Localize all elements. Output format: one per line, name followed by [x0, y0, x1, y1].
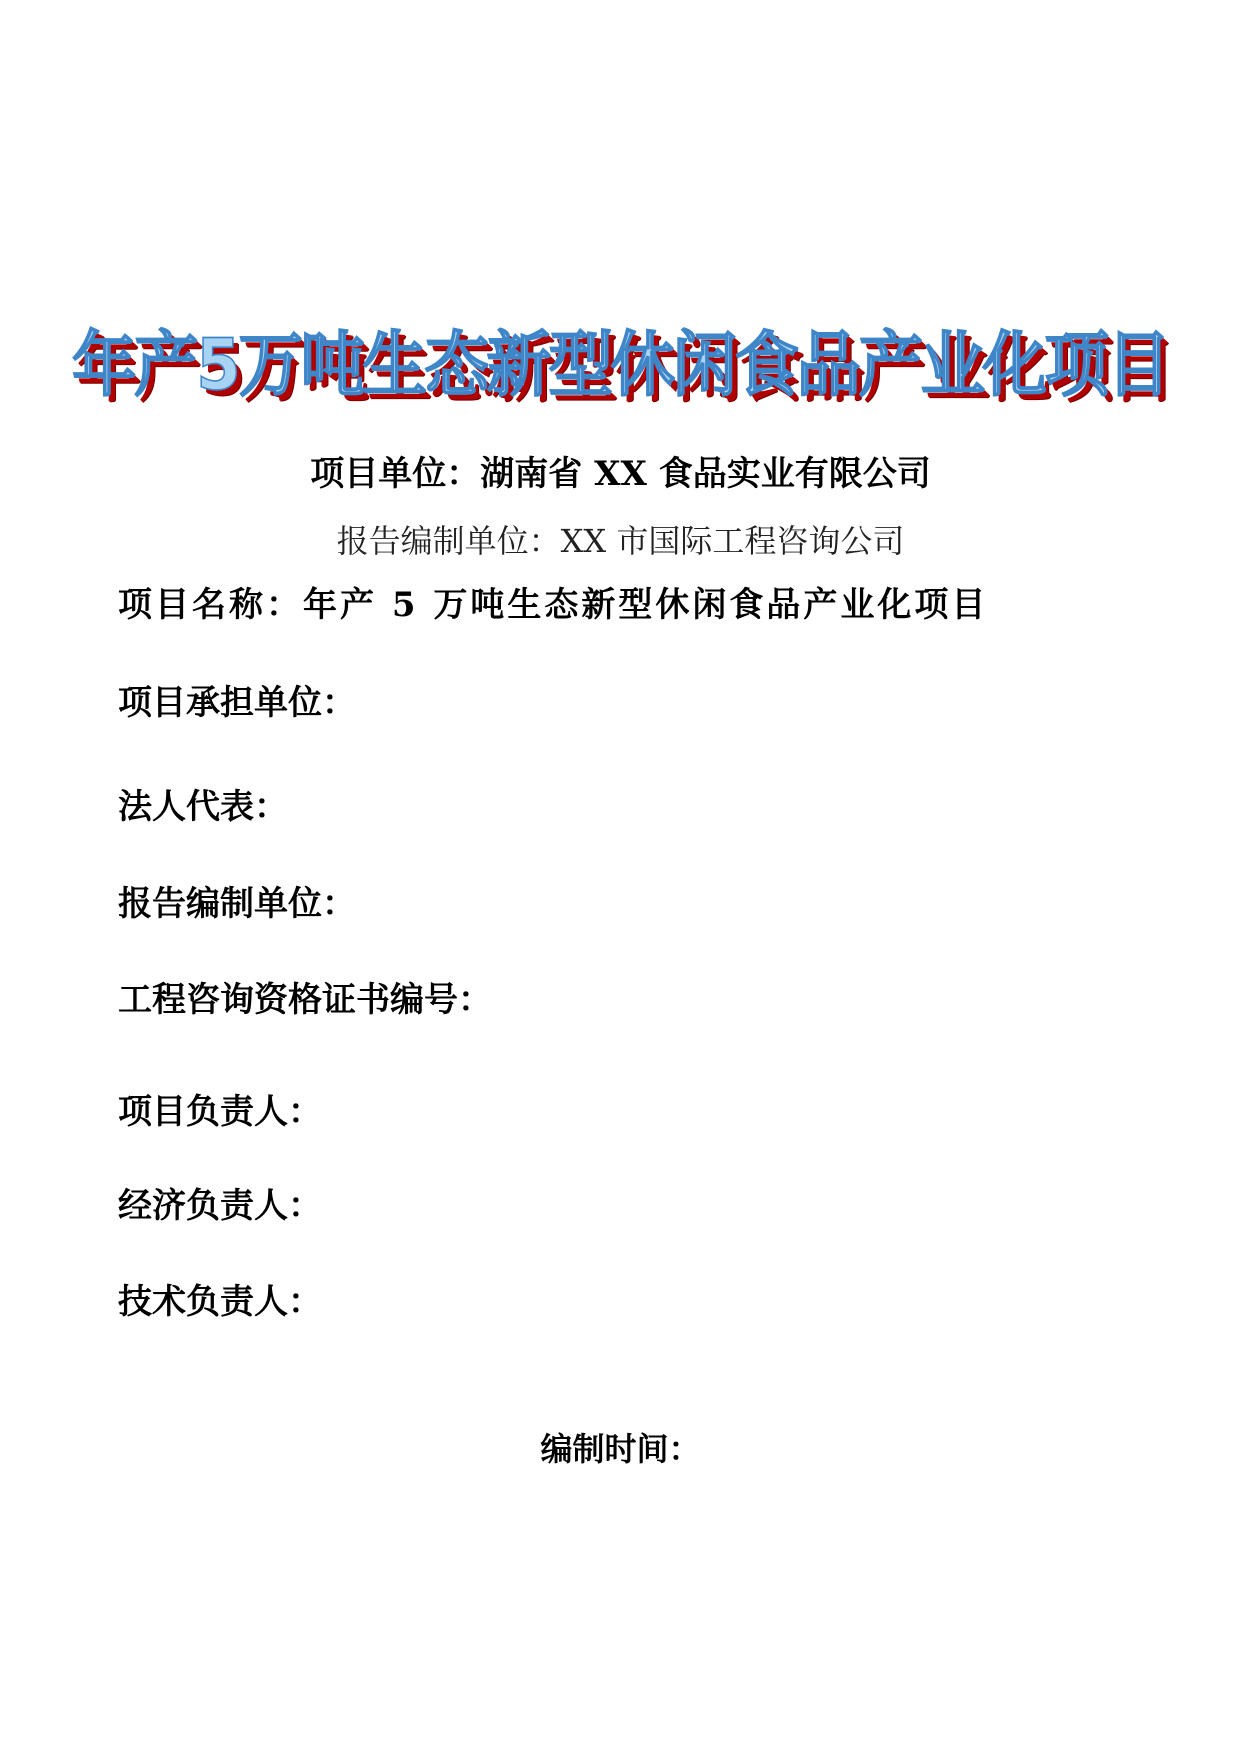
report-preparer-field: 报告编制单位： — [118, 884, 356, 924]
report-preparer-line: 报告编制单位：XX 市国际工程咨询公司 — [336, 522, 905, 560]
economic-leader-field: 经济负责人： — [118, 1186, 322, 1226]
technical-leader-field: 技术负责人： — [118, 1282, 322, 1322]
legal-representative-field: 法人代表： — [118, 787, 288, 827]
compile-date-field: 编制时间： — [540, 1430, 701, 1468]
project-leader-field: 项目负责人： — [118, 1092, 322, 1132]
certificate-number-field: 工程咨询资格证书编号： — [118, 980, 492, 1020]
undertaking-unit-field: 项目承担单位： — [118, 683, 356, 723]
project-unit-line: 项目单位：湖南省 XX 食品实业有限公司 — [310, 454, 931, 494]
project-name-field: 项目名称：年产 5 万吨生态新型休闲食品产业化项目 — [118, 585, 989, 625]
wordart-title: 年产5万吨生态新型休闲食品产业化项目 — [72, 325, 1169, 407]
